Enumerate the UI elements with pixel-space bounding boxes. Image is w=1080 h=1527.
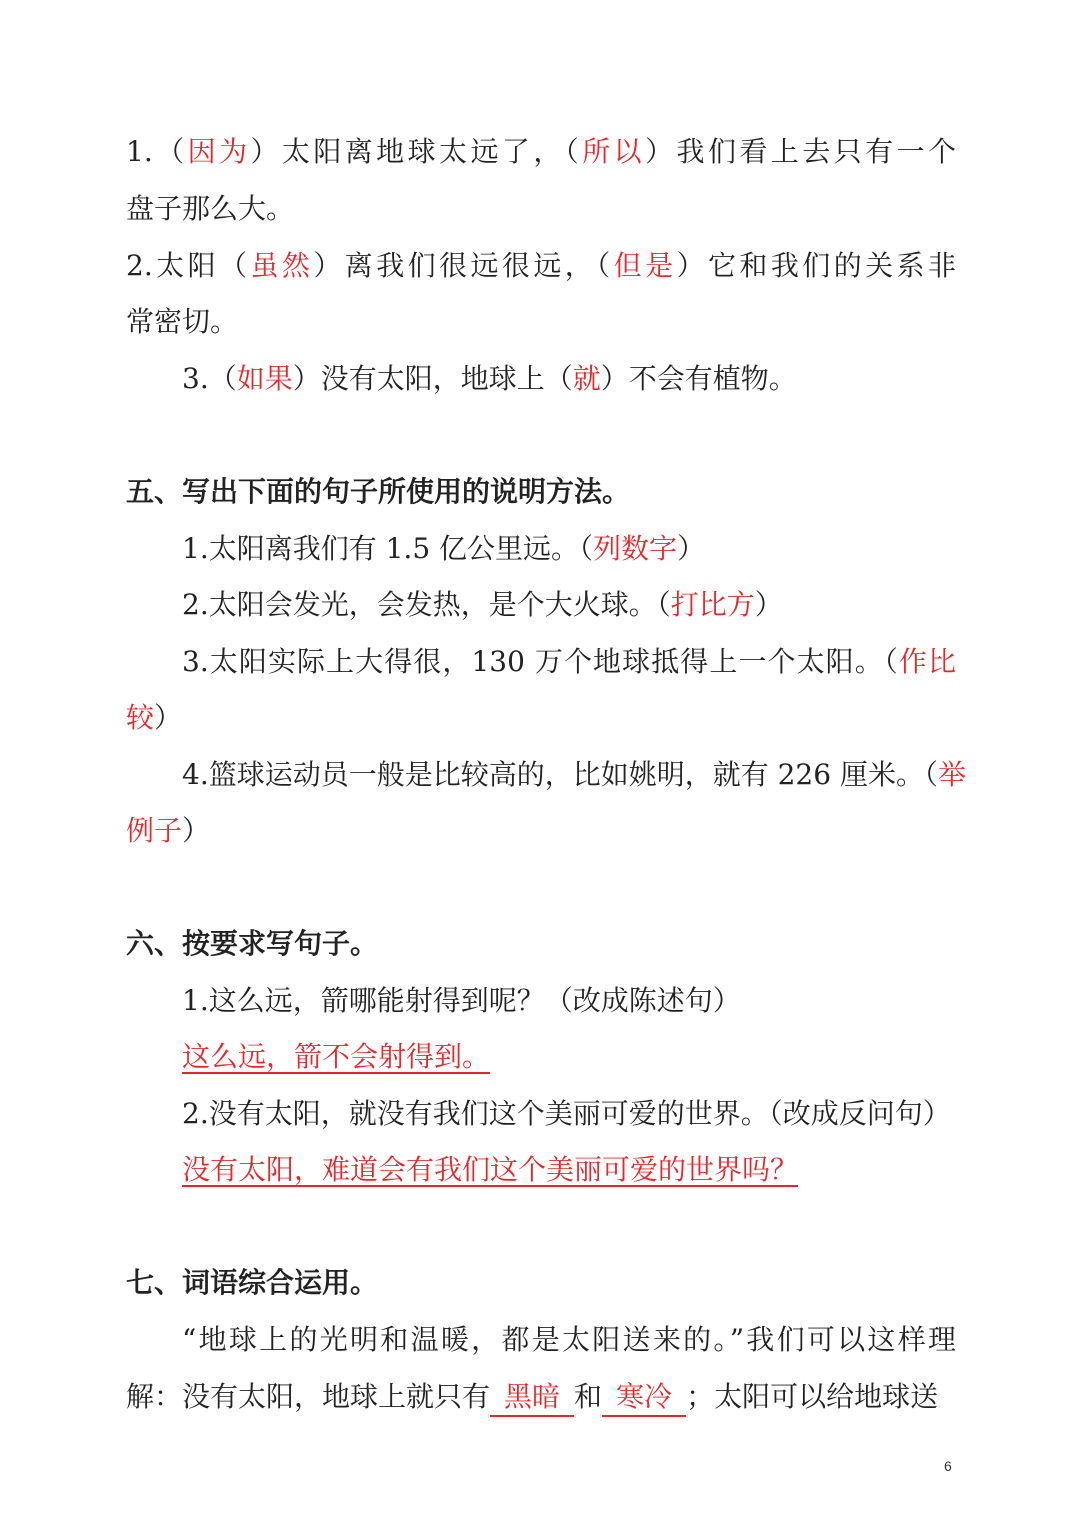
- s4-q2-text-b: ）离我们很远很远，（: [313, 249, 614, 282]
- s4-q1-answer-1: 因为: [187, 135, 251, 168]
- s5-q3-answer-part1: 作比: [898, 645, 956, 678]
- s5-q2: [182, 585, 783, 625]
- s5-q4-close: ）: [182, 814, 211, 847]
- s6-q2-answer: [182, 1150, 798, 1190]
- s4-q3-line: [182, 359, 797, 399]
- s4-q2-answer-2: 但是: [613, 249, 677, 282]
- s6-q2-answer-text: 没有太阳，难道会有我们这个美丽可爱的世界吗？: [182, 1153, 799, 1186]
- s5-q1-close: ）: [677, 532, 706, 565]
- s5-q4-answer-part1: 举: [937, 758, 966, 791]
- s5-q1-answer: 列数字: [593, 532, 678, 565]
- s5-q4-line2: [126, 811, 210, 851]
- s6-q1-prompt: 1.这么远，箭哪能射得到呢？（改成陈述句）: [182, 984, 741, 1017]
- s4-q2-text-a: 2.太阳（: [126, 249, 251, 282]
- section-6-title: 六、按要求写句子。: [126, 927, 379, 960]
- s5-q3-answer-part2: 较: [126, 701, 155, 734]
- s7-paragraph-line2: [126, 1377, 938, 1417]
- s5-q3-close: ）: [154, 701, 183, 734]
- s7-blank-1: 黑暗: [490, 1379, 574, 1417]
- s6-q1-answer: [182, 1037, 490, 1077]
- s4-q3-text-a: 3.（: [182, 362, 237, 395]
- page-number: 6: [944, 1458, 952, 1474]
- s4-q2-text-c: ）它和我们的关系非: [676, 249, 956, 282]
- s4-q3-text-b: ）没有太阳，地球上（: [292, 362, 573, 395]
- section-7-title: 七、词语综合运用。: [126, 1266, 379, 1299]
- s5-q1: [182, 529, 705, 569]
- s4-q1-text-c: ）我们看上去只有一个: [645, 135, 956, 168]
- s4-q2-answer-1: 虽然: [250, 249, 314, 282]
- s4-q3-answer-1: 如果: [236, 362, 293, 395]
- s5-q4-answer-part2: 例子: [126, 814, 183, 847]
- s6-q2-prompt: 2.没有太阳，就没有我们这个美丽可爱的世界。（改成反问句）: [182, 1097, 951, 1130]
- s7-text-c: ；太阳可以给地球送: [686, 1380, 939, 1413]
- s4-q1-text-a: 1.（: [126, 135, 188, 168]
- s4-q1-line1: [126, 132, 956, 172]
- s4-q1-text-b: ）太阳离地球太远了，（: [250, 135, 583, 168]
- s4-q3-answer-2: 就: [572, 362, 601, 395]
- s7-text-a: 解：没有太阳，地球上就只有: [126, 1380, 491, 1413]
- s5-q2-answer: 打比方: [670, 588, 755, 621]
- s5-q1-text: 1.太阳离我们有 1.5 亿公里远。（: [182, 532, 594, 565]
- s5-q3-line1: [182, 642, 956, 682]
- s5-q4-text: 4.篮球运动员一般是比较高的，比如姚明，就有 226 厘米。（: [182, 758, 938, 791]
- s6-q1-answer-text: 这么远，箭不会射得到。: [182, 1040, 491, 1073]
- s7-text-b: 和: [574, 1380, 603, 1413]
- s4-q1-answer-2: 所以: [582, 135, 646, 168]
- section-5-title: 五、写出下面的句子所使用的说明方法。: [126, 475, 631, 508]
- s4-q2-line2: 常密切。: [126, 305, 239, 338]
- s5-q2-close: ）: [754, 588, 783, 621]
- s7-paragraph-line1: “地球上的光明和温暖，都是太阳送来的。”我们可以这样理: [182, 1323, 956, 1356]
- s4-q2-line1: [126, 246, 956, 286]
- s7-blank-2: 寒冷: [602, 1379, 686, 1417]
- s5-q3-line2: [126, 698, 182, 738]
- s4-q3-text-c: ）不会有植物。: [600, 362, 797, 395]
- s4-q1-line2: 盘子那么大。: [126, 192, 295, 225]
- s5-q2-text: 2.太阳会发光，会发热，是个大火球。（: [182, 588, 671, 621]
- s5-q3-text: 3.太阳实际上大得很，130 万个地球抵得上一个太阳。（: [182, 645, 899, 678]
- s5-q4-line1: [182, 755, 966, 795]
